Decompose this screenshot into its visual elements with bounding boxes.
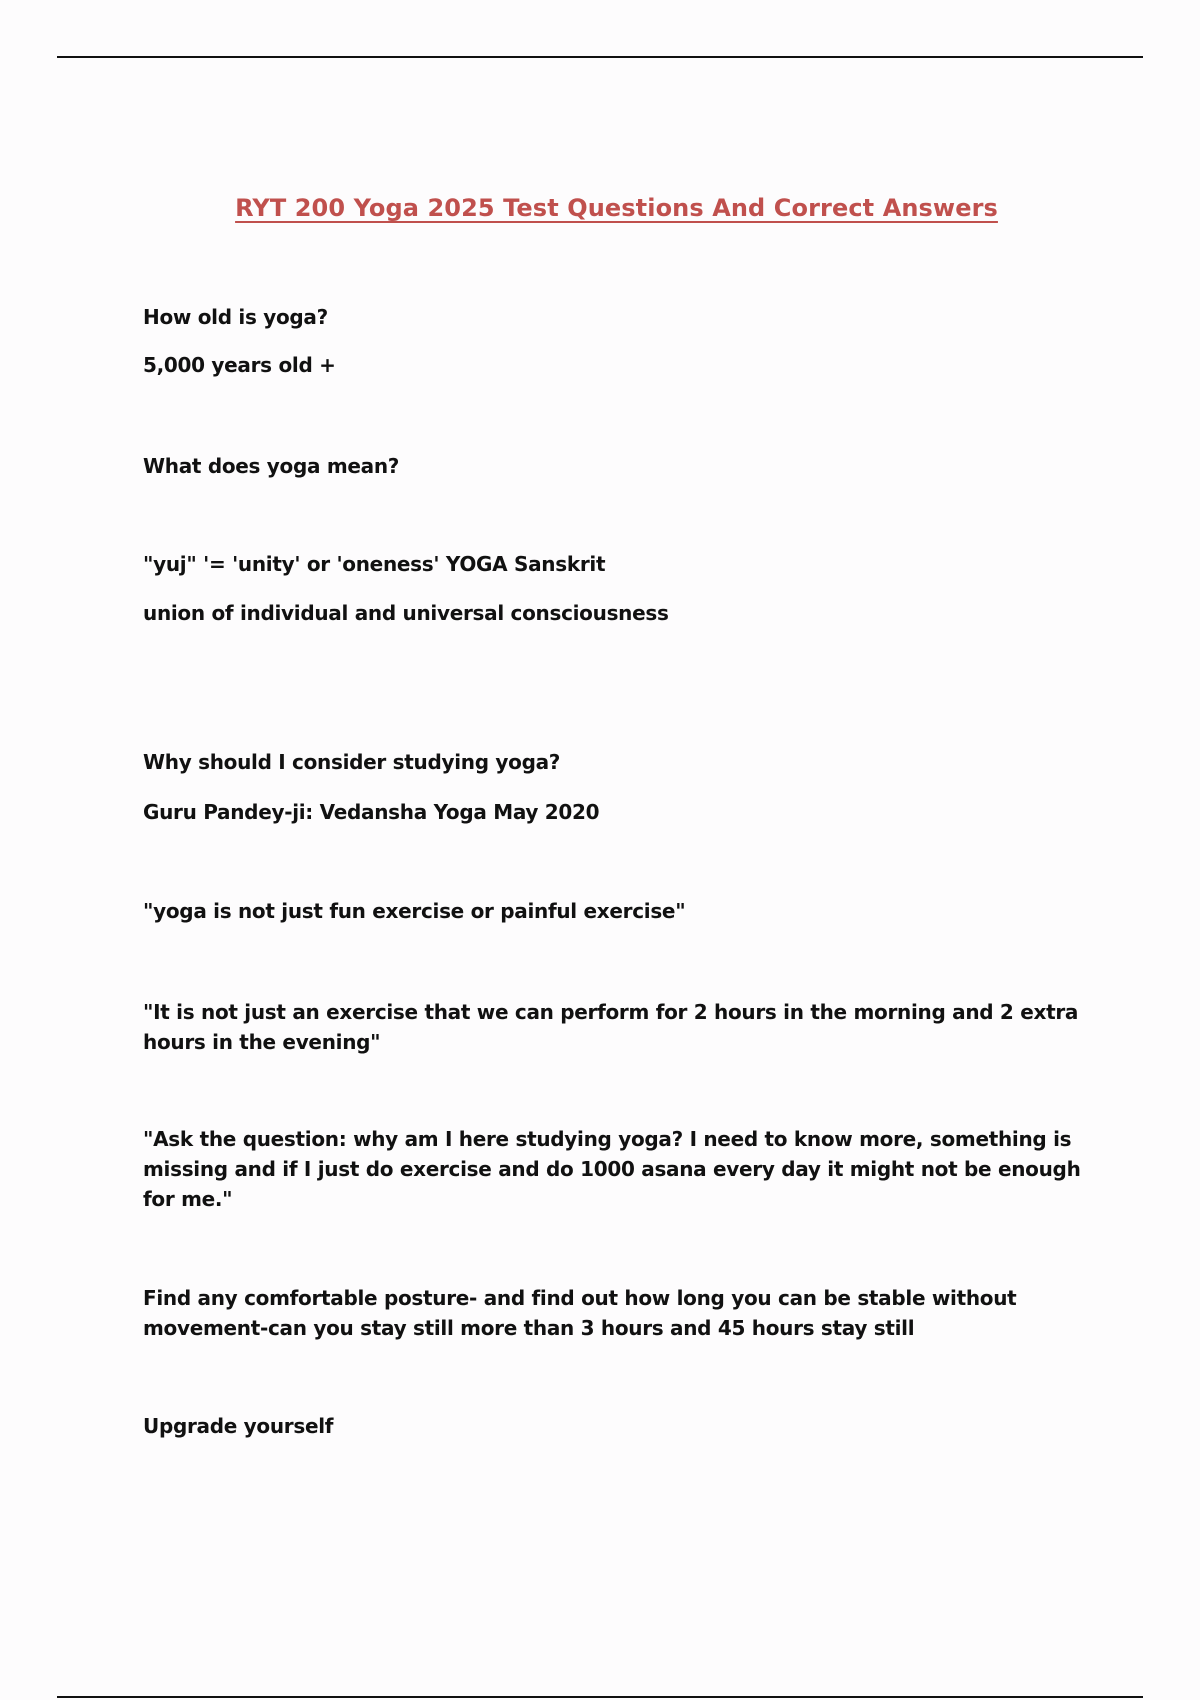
quote-not-just-fun: "yoga is not just fun exercise or painful exercise" bbox=[143, 899, 686, 923]
question-why-study: Why should I consider studying yoga? bbox=[143, 750, 561, 774]
answer-meaning-union: union of individual and universal consciousness bbox=[143, 601, 669, 625]
question-how-old: How old is yoga? bbox=[143, 305, 328, 329]
quote-not-just-exercise: "It is not just an exercise that we can perform for 2 hours in the morning and 2 extra hours in the evening" bbox=[143, 1000, 1079, 1054]
answer-guru-source: Guru Pandey-ji: Vedansha Yoga May 2020 bbox=[143, 800, 600, 824]
answer-meaning-sanskrit: "yuj" '= 'unity' or 'oneness' YOGA Sanskrit bbox=[143, 552, 606, 576]
answer-how-old: 5,000 years old + bbox=[143, 353, 336, 377]
document-title: RYT 200 Yoga 2025 Test Questions And Correct Answers bbox=[235, 194, 998, 222]
question-meaning: What does yoga mean? bbox=[143, 454, 400, 478]
note-comfortable-posture: Find any comfortable posture- and find out how long you can be stable without movement-can you stay still more than 3 hours and 45 hours stay still bbox=[143, 1286, 1017, 1340]
top-divider bbox=[57, 56, 1143, 58]
quote-ask-the-question: "Ask the question: why am I here studying yoga? I need to know more, something is missing and if I just do exercise and do 1000 asana every day it might not be enough for me." bbox=[143, 1127, 1081, 1211]
note-upgrade-yourself: Upgrade yourself bbox=[143, 1414, 334, 1438]
bottom-divider bbox=[57, 1696, 1143, 1698]
